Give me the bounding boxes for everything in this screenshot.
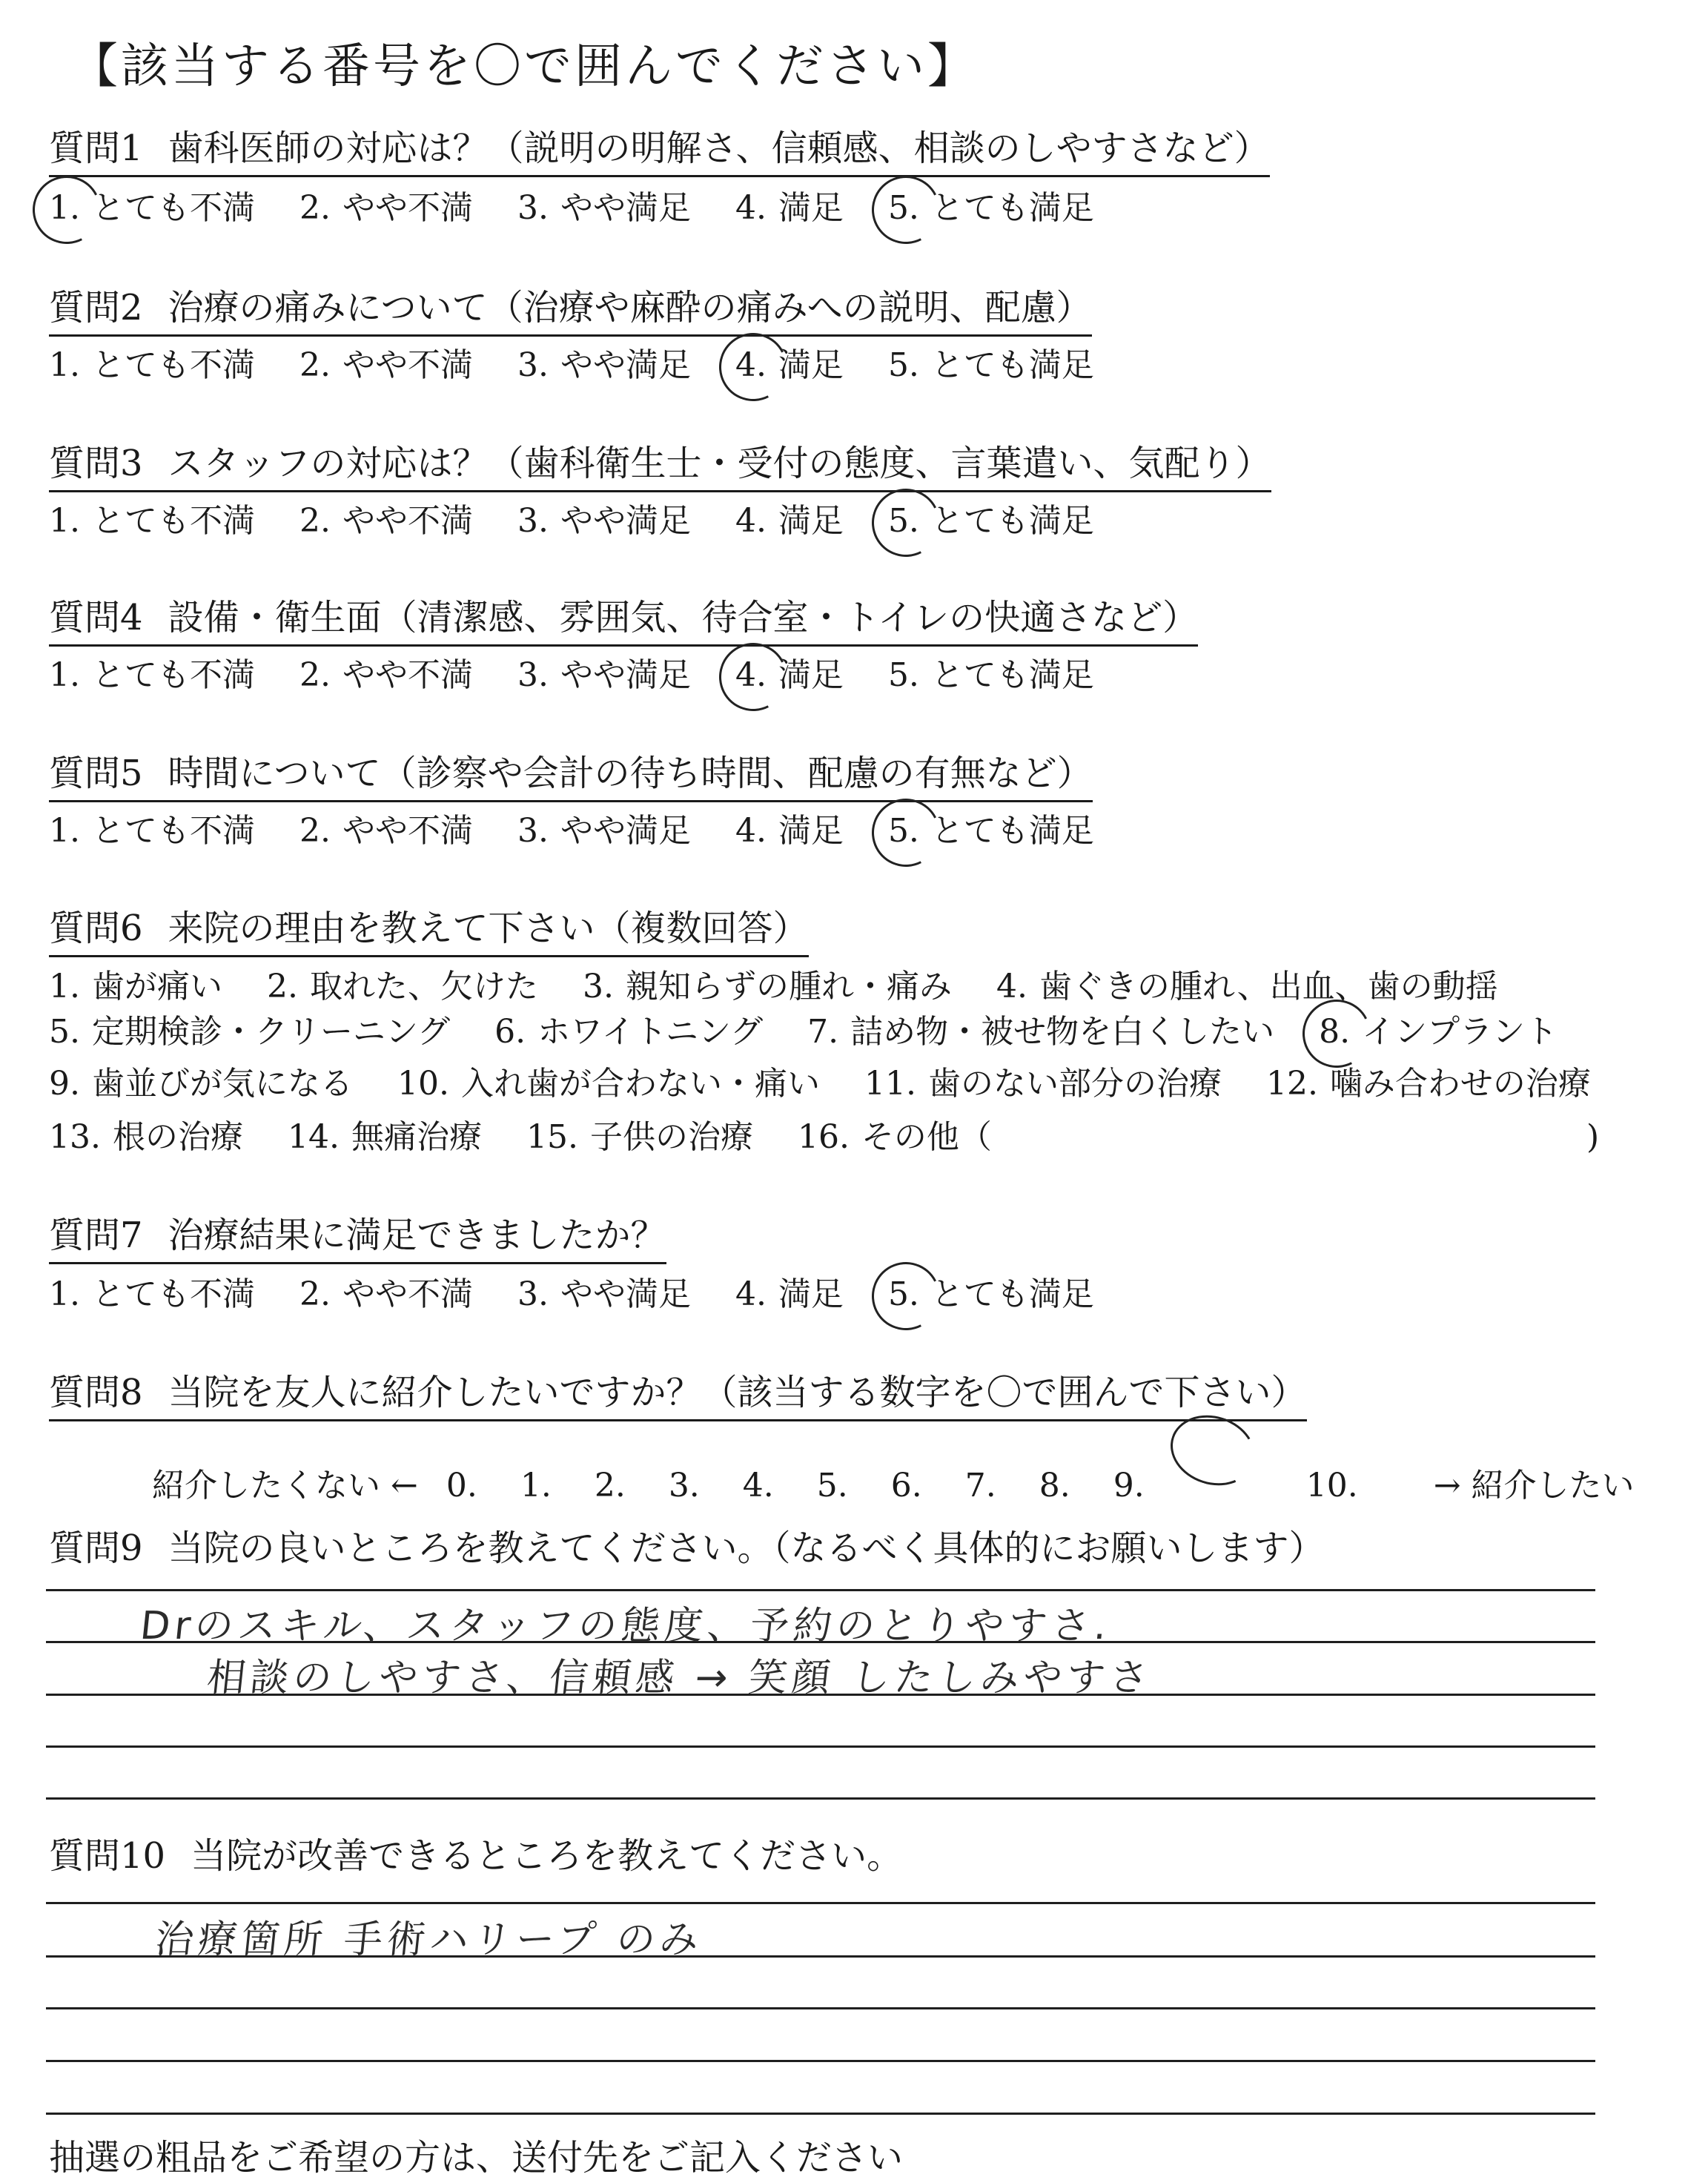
question-4-options [49,655,1094,696]
answer-line [46,1902,1595,1904]
question-label: 質問3 [49,443,143,484]
option-5[interactable]: 5. とても満足 [888,188,1094,229]
option-3[interactable]: 3. やや満足 [517,346,691,384]
question-2-options [49,345,1094,386]
question-label: 質問2 [49,287,143,328]
selection-circle [863,480,949,566]
option-3[interactable]: 3. やや満足 [517,502,691,540]
question-8-title [49,1370,1307,1421]
option-5[interactable]: 5. とても満足 [887,346,1094,384]
question-5-title [49,751,1093,802]
question-7-options [49,1274,1094,1315]
reason-option-13[interactable]: 13. 根の治療 [49,1118,243,1156]
option-5[interactable]: 5. とても満足 [888,501,1094,542]
option-4[interactable]: 4. 満足 [735,1275,844,1313]
question-text: スタッフの対応は？（歯科衛生士・受付の態度、言葉遣い、気配り） [168,443,1271,484]
selection-circle [863,167,949,253]
selection-circle [24,167,110,253]
question-2-title [49,285,1092,337]
question-label: 質問1 [49,128,143,169]
question-text: 治療結果に満足できましたか？ [168,1215,666,1256]
selection-circle [863,1253,949,1339]
option-1[interactable]: 1. とても不満 [49,812,255,850]
question-6-title [49,906,809,957]
reason-option-7[interactable]: 7. 詰め物・被せ物を白くしたい [807,1013,1275,1051]
footer-partial-text: 抽選の粗品をご希望の方は、送付先をご記入ください [49,2137,904,2179]
scale-5[interactable]: 5. [816,1467,848,1504]
reason-option-6[interactable]: 6. ホワイトニング [494,1013,764,1051]
scale-8[interactable]: 8. [1039,1467,1070,1504]
option-2[interactable]: 2. やや不満 [299,812,473,850]
selection-circle [710,634,796,720]
scale-4[interactable]: 4. [742,1467,774,1504]
question-3-title [49,441,1271,492]
scale-9[interactable]: 9. [1113,1467,1145,1504]
recommend-scale [152,1428,1652,1507]
question-label: 質問4 [49,597,143,638]
question-text: 当院が改善できるところを教えてください。 [191,1835,903,1877]
reason-option-2[interactable]: 2. 取れた、欠けた [266,968,538,1005]
reason-option-16[interactable]: 16. その他（ [797,1118,992,1156]
scale-7[interactable]: 7. [964,1467,996,1504]
question-label: 質問7 [49,1215,143,1256]
scale-2[interactable]: 2. [594,1467,626,1504]
question-text: 設備・衛生面（清潔感、雰囲気、待合室・トイレの快適さなど） [168,597,1199,638]
scale-1[interactable]: 1. [520,1467,552,1504]
question-6-row-2 [49,1011,1558,1053]
option-1[interactable]: 1. とても不満 [49,656,255,694]
answer-line [46,1797,1595,1800]
answer-line [46,1589,1595,1591]
scale-right-label: → 紹介したい [1433,1467,1635,1504]
question-9-title [49,1526,1325,1570]
page-title: 【該当する番号を〇で囲んでください】 [70,39,978,94]
selection-circle [863,790,949,876]
question-label: 質問10 [49,1835,166,1877]
option-1[interactable]: 1. とても不満 [49,502,255,540]
option-2[interactable]: 2. やや不満 [299,189,473,227]
question-3-options [49,501,1094,542]
reason-option-10[interactable]: 10. 入れ歯が合わない・痛い [397,1065,820,1103]
reason-option-9[interactable]: 9. 歯並びが気になる [49,1065,353,1103]
scale-0[interactable]: 0. [446,1467,477,1504]
option-3[interactable]: 3. やや満足 [517,812,691,850]
answer-line [46,1745,1595,1748]
question-text: 歯科医師の対応は？（説明の明解さ、信頼感、相談のしやすさなど） [168,128,1270,169]
scale-left-label: 紹介したくない ← [152,1467,418,1504]
question-text: 当院を友人に紹介したいですか？（該当する数字を〇で囲んで下さい） [168,1372,1307,1413]
reason-option-1[interactable]: 1. 歯が痛い [49,968,222,1005]
question-text: 当院の良いところを教えてください。（なるべく具体的にお願いします） [168,1527,1325,1569]
answer-line [46,2060,1595,2062]
reason-option-5[interactable]: 5. 定期検診・クリーニング [49,1013,451,1051]
scale-6[interactable]: 6. [890,1467,922,1504]
reason-option-3[interactable]: 3. 親知らずの腫れ・痛み [582,968,952,1005]
question-label: 質問6 [49,908,143,949]
option-1[interactable]: 1. とても不満 [49,188,255,229]
option-2[interactable]: 2. やや不満 [299,656,473,694]
question-label: 質問8 [49,1372,143,1413]
scale-3[interactable]: 3. [668,1467,700,1504]
question-6-row-4 [49,1117,992,1158]
reason-option-4[interactable]: 4. 歯ぐきの腫れ、出血、歯の動揺 [996,968,1498,1005]
question-4-title [49,595,1198,647]
reason-option-15[interactable]: 15. 子供の治療 [526,1118,753,1156]
question-text: 時間について（診察や会計の待ち時間、配慮の有無など） [168,753,1093,794]
option-5[interactable]: 5. とても満足 [887,656,1094,694]
scale-10[interactable]: 10. [1188,1428,1391,1507]
option-4[interactable]: 4. 満足 [735,189,844,227]
option-1[interactable]: 1. とても不満 [49,1275,255,1313]
question-5-options [49,810,1094,852]
option-1[interactable]: 1. とても不満 [49,346,255,384]
option-4[interactable]: 4. 満足 [735,812,844,850]
question-label: 質問9 [49,1527,143,1569]
question-1-options [49,188,1094,229]
selection-circle [710,324,796,410]
question-text: 治療の痛みについて（治療や麻酔の痛みへの説明、配慮） [168,287,1092,328]
option-4[interactable]: 4. 満足 [735,345,844,386]
option-5[interactable]: 5. とても満足 [888,810,1094,852]
question-7-title [49,1213,666,1264]
question-10-title [49,1834,902,1878]
option-5[interactable]: 5. とても満足 [888,1274,1094,1315]
option-3[interactable]: 3. やや満足 [517,1275,691,1313]
question-text: 来院の理由を教えて下さい（複数回答） [168,908,809,949]
question-1-title [49,126,1270,177]
handwritten-answer-10: 治療箇所 手術ハリープ のみ [153,1918,706,1962]
handwritten-answer-9-line-1: Drのスキル、スタッフの態度、予約のとりやすさ. [138,1604,1113,1648]
option-4[interactable]: 4. 満足 [735,655,844,696]
handwritten-answer-9-line-2: 相談のしやすさ、信頼感 → 笑顔 したしみやすさ [205,1656,1155,1700]
reason-option-8[interactable]: 8. インプラント [1319,1011,1558,1053]
option-2[interactable]: 2. やや不満 [299,346,473,384]
answer-line [46,2007,1595,2009]
question-label: 質問5 [49,753,143,794]
answer-line [46,2113,1595,2115]
other-close-paren: ) [1586,1118,1600,1156]
reason-option-12[interactable]: 12. 噛み合わせの治療 [1265,1065,1591,1103]
reason-option-14[interactable]: 14. 無痛治療 [287,1118,482,1156]
question-6-row-1 [49,966,1498,1008]
option-3[interactable]: 3. やや満足 [517,189,691,227]
option-2[interactable]: 2. やや不満 [299,502,473,540]
option-3[interactable]: 3. やや満足 [517,656,691,694]
question-6-row-3 [49,1063,1591,1105]
option-2[interactable]: 2. やや不満 [299,1275,473,1313]
option-4[interactable]: 4. 満足 [735,502,844,540]
reason-option-11[interactable]: 11. 歯のない部分の治療 [864,1065,1222,1103]
